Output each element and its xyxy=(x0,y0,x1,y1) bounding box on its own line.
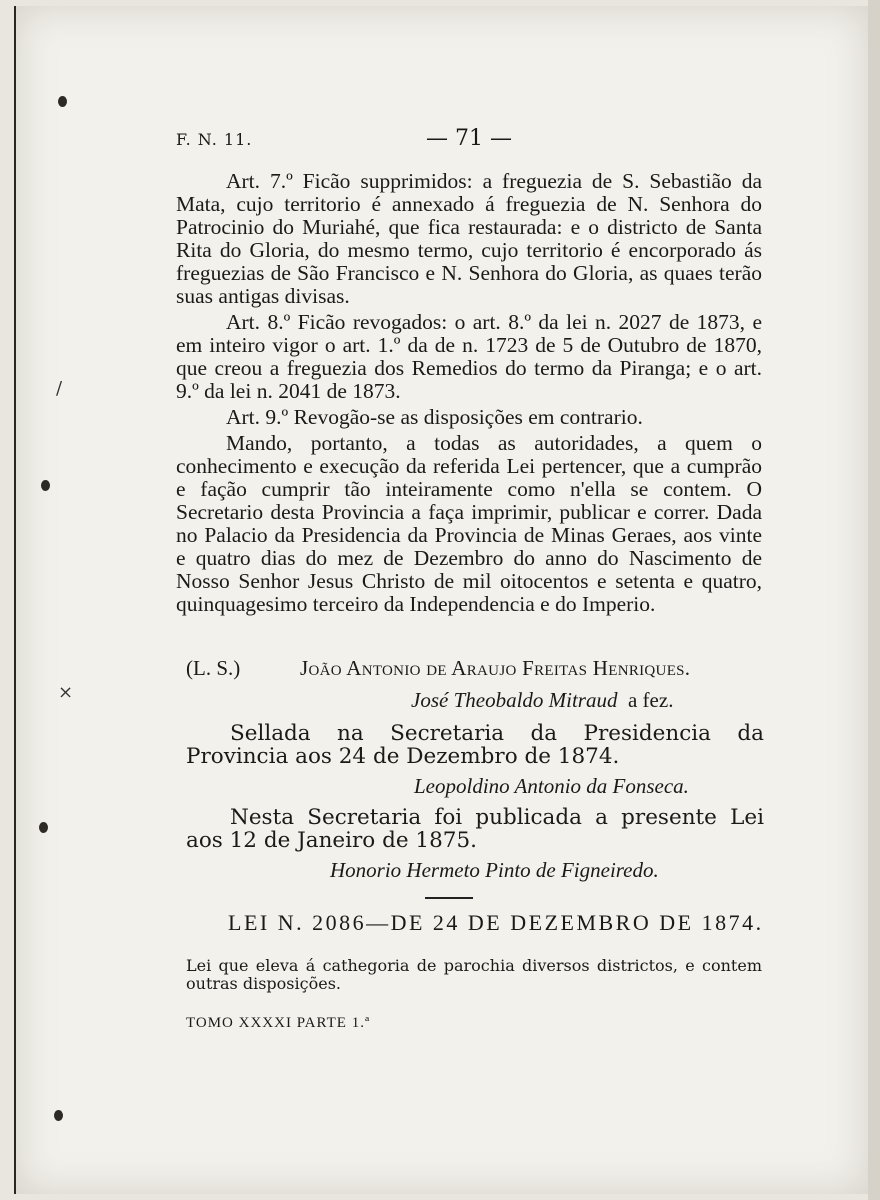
promulgation-paragraph: Mando, portanto, a todas as autoridades, a quem o conhecimento e execução da referida Lei pertencer, que a cumprão e fação cumprir tão inteiramente como n'ella se contem. O Secretario desta Provincia a faça imprimir, publicar e correr. Dada no Palacio da Presidencia da Provincia de Minas Geraes, aos vinte e quatro dias do mez de Dezembro do anno do Nascimento de Nosso Senhor Jesus Christo de mil oitocentos e setenta e quatro, quinquagesimo terceiro da Independencia e do Imperio. xyxy=(176,431,762,616)
volume-footer: TOMO XXXXI PARTE 1.ª xyxy=(186,1015,371,1031)
page-edge xyxy=(868,0,880,1200)
scribe-line xyxy=(411,688,673,713)
scribe-suffix: a fez. xyxy=(627,688,674,712)
article-8: Art. 8.º Ficão revogados: o art. 8.º da lei n. 2027 de 1873, e em inteiro vigor o art. 1.º da de n. 1723 de 5 de Outubro de 1870, que creou a freguezia dos Remedios do termo da Piranga; e o art. 9.º da lei n. 2041 de 1873. xyxy=(176,310,762,403)
publication-signature: Honorio Hermeto Pinto de Figneiredo. xyxy=(330,858,659,882)
article-9: Art. 9.º Revogão-se as disposições em contrario. xyxy=(226,405,643,429)
sealed-signature: Leopoldino Antonio da Fonseca. xyxy=(414,774,689,798)
publication-note: Nesta Secretaria foi publicada a presente Lei aos 12 de Janeiro de 1875. xyxy=(186,805,764,853)
margin-mark: × xyxy=(58,682,74,703)
margin-mark: / xyxy=(56,378,63,399)
sealed-note: Sellada na Secretaria da Presidencia da Provincia aos 24 de Dezembro de 1874. xyxy=(186,721,764,769)
law-summary: Lei que eleva á cathegoria de parochia diversos districtos, e contem outras disposições. xyxy=(186,956,762,993)
page-number: — 71 — xyxy=(426,126,512,151)
signatory-name: João Antonio de Araujo Freitas Henriques. xyxy=(300,656,691,680)
seal-mark: (L. S.) xyxy=(186,656,241,680)
law-title: LEI N. 2086—DE 24 DE DEZEMBRO DE 1874. xyxy=(228,910,764,935)
section-ref: F. N. 11. xyxy=(176,130,253,149)
section-divider xyxy=(425,897,473,899)
page-header xyxy=(176,126,766,160)
scribe-name: José Theobaldo Mitraud xyxy=(411,688,618,712)
article-7: Art. 7.º Ficão supprimidos: a freguezia de S. Sebastião da Mata, cujo territorio é annexado á freguezia de N. Senhora do Patrocinio do Muriahé, que fica restaurada: e o districto de Santa Rita do Gloria, do mesmo termo, cujo territorio é encorporado ás freguezias de São Francisco e N. Senhora do Gloria, as quaes terão suas antigas divisas. xyxy=(176,169,762,308)
law-body xyxy=(176,170,762,616)
